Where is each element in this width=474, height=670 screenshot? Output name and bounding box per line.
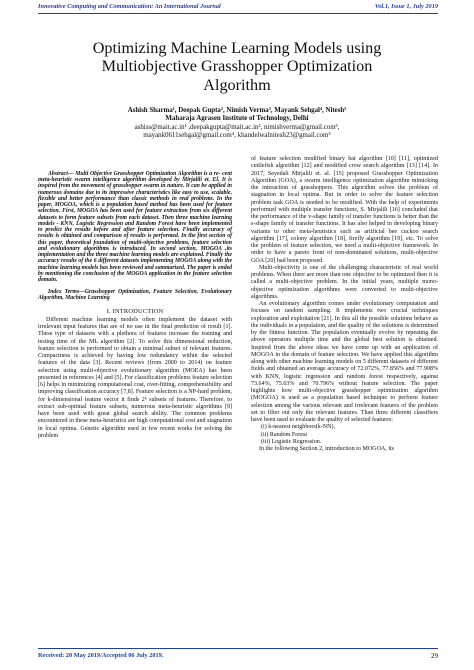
title-line-1: Optimizing Machine Learning Models using — [92, 39, 382, 57]
paper-title — [40, 39, 434, 94]
author-emails-2: mayank0611sehgal@gmail.com⁴, khandelwalnitesh23@gmail.com⁵ — [143, 132, 331, 140]
page-footer — [38, 652, 438, 662]
body-paragraph: Multi-objectivity is one of the challenging characteristic of real world problems. When there are more than one objective to be optimized then it is called a multi-objective problem. In the initial years, multiple mono-objective optimization algorithms were converted to multi-objective algorithms. — [251, 264, 438, 300]
footer-divider — [38, 648, 438, 649]
author-emails-1: ashiss@mait.ac.in¹ ,deepakgupta@mait.ac.in², nimishverma@gmail.com³, — [134, 123, 340, 131]
journal-issue: Vol.1, Issue 1, July 2019 — [374, 3, 438, 10]
section-heading-introduction: I. INTRODUCTION — [106, 307, 164, 315]
page-number: 29 — [431, 652, 438, 660]
body-paragraph: An evolutionary algorithm comes under evolutionary computation and focuses on random sampling. It implements two crucial techniques exploration and exploitation [21]. In this all the possible solutions behave as the individuals in a population, and the quality of the solutions is determined by the fitness function. The population eventually evolve by repeating the above operators multiple time and the global best solution is obtained. Inspired from the above ideas we have come up with an application of MOGOA in the domain of feature selection. We have applied this algorithm along with other machine learning models on 5 different datasets of different fields and obtained an average accuracy of 72.072%, 77.856% and 77.908% with KNN, logistic regression and random forest respectively, against 73.64%, 75.63% and 70.796% without feature selection. The paper highlights how multi-objective grasshopper optimization algorithm (MOGOA) is used as a population based technique to perform feature selection among the various relevant and irrelevant features of the problem set to filter out only the relevant features. Than three different classifiers have been used to evaluate the quality of selected features: — [251, 301, 438, 423]
author-names: Ashish Sharma¹, Deepak Gupta², Nimish Verma³, Mayank Sehgal⁴, Nitesh⁵ — [127, 107, 347, 114]
right-column — [251, 156, 438, 453]
title-line-3: Algorithm — [203, 75, 271, 94]
header-divider — [38, 13, 438, 14]
index-terms: Index Terms—Grasshopper Optimization, Feature Selection, Evolutionary Algorithm, Machine Learning — [38, 289, 232, 302]
author-block — [40, 107, 434, 141]
received-accepted-dates: Received: 20 May 2019/Accepted 06 July 2019. — [38, 652, 164, 659]
author-affiliation: Maharaja Agrasen Institute of Technology, Delhi — [165, 115, 309, 123]
journal-name: Innovative Computing and Communication: An International Journal — [38, 3, 221, 10]
list-item: (i) k-nearest neighbors(k-NN), — [261, 424, 336, 431]
title-line-2: Multiobjective Grasshopper Optimization — [101, 57, 373, 76]
intro-paragraph: Different machine learning models often implement the dataset with irrelevant input features that are of no use in the final prediction of result [1]. These type of datasets with a plethora of features increase the training and testing time of the ML algorithm [2]. To solve this dimensional reduction, feature selection is performed to obtain a minimal subset of relevant features. Compactness is achieved by having low redundancy within the selected features of the data [3]. Recent reviews (from 2000 to 2014) on feature selection using multi-objective evolutionary algorithm (MOEA) has been presented in references [4] and [5]. For classification problems feature selection [6] helps in minimizing computational cost, over-fitting, comprehensibility and improving classification accuracy [7,8]. Feature selection is a NP-hard problem, for k-dimensional feature vector it finds 2ᵏ subsets of features. Therefore, to extract sub-optimal feature subsets, numerous meta-heuristic algorithms [9] have been used with great global search ability. The common problems encountered in these meta-heuristics are high computational cost and stagnation in local optima. Genetic algorithm used in few recent works for solving the problem — [38, 316, 232, 439]
list-item: (iii) Logistic Regression. — [261, 438, 322, 445]
left-column — [38, 165, 232, 440]
body-paragraph: In the following Section 2, introduction to MOGOA, its — [259, 446, 395, 452]
list-item: (ii) Random Forest — [261, 431, 308, 438]
abstract: Abstract— Multi Objective Grasshopper Optimization Algorithm is a re- cent meta-heuristic swarm intelligence algorithm developed by Mirjalili et. El. It is inspired from the movement of grasshopper swarm in nature. It can be applied in numerous domains due to its impressive characteristics like easy to use, scalable, flexible and better performance than classic methods in real problems. In the paper, MOGOA, which is a population based method has been used for feature selection. First, MOGOA has been used for feature extraction from six different datasets to form feature subsets from each dataset. Then three machine learning models - KNN, Logistic Regression and Random Forest have been implemented to predict the results before and after feature selection. Finally accuracy of results is obtained and comparison of results is performed. In the first section of this paper, theoretical foundation of multi-objective problems, feature selection and evolutionary algorithms is introduced. In second section, MOGOA ,its implementation and the three machine learning models are explained. Finally the accuracy results of the 6 different datasets implementing MOGOA along with the machine learning models has been reviewed and summarized. The paper is ended by mentioning the conclusion of the MOGOA application in the feature selection domain. — [38, 170, 232, 283]
body-paragraph: of feature selection modified binary bat algorithm [10] [11], optimized cuttlefish algorithm [12] and modified crow search algorithm [13] [14]. In 2017, Seyedali Mirjalili et. al. [15] proposed Grasshopper Optimization Algorithm (GOA), a swarm intelligence optimization algorithm mimicking the interaction of grasshoppers. This algorithm solves the problem of stagnation in local optima. But in order to solve the feature selection problem task GOA is needed to be modified. With the help of experiments performed with multiple transfer functions, S. Mirjalili [16] concluded that the performance of the v-shape family of transfer functions is better than the s-shape family of transfer functions. It has also helped in developing binary variants to other meta-heuristics such as artificial bee cuckoo search algorithm [17], colony algorithm [18], firefly algorithm [19], etc. To solve the problem of feature selection, we need a multi-objective framework. In order to have a pareto front of non-dominated solutions, multi-objective GOA [20] had been proposed. — [251, 156, 438, 264]
